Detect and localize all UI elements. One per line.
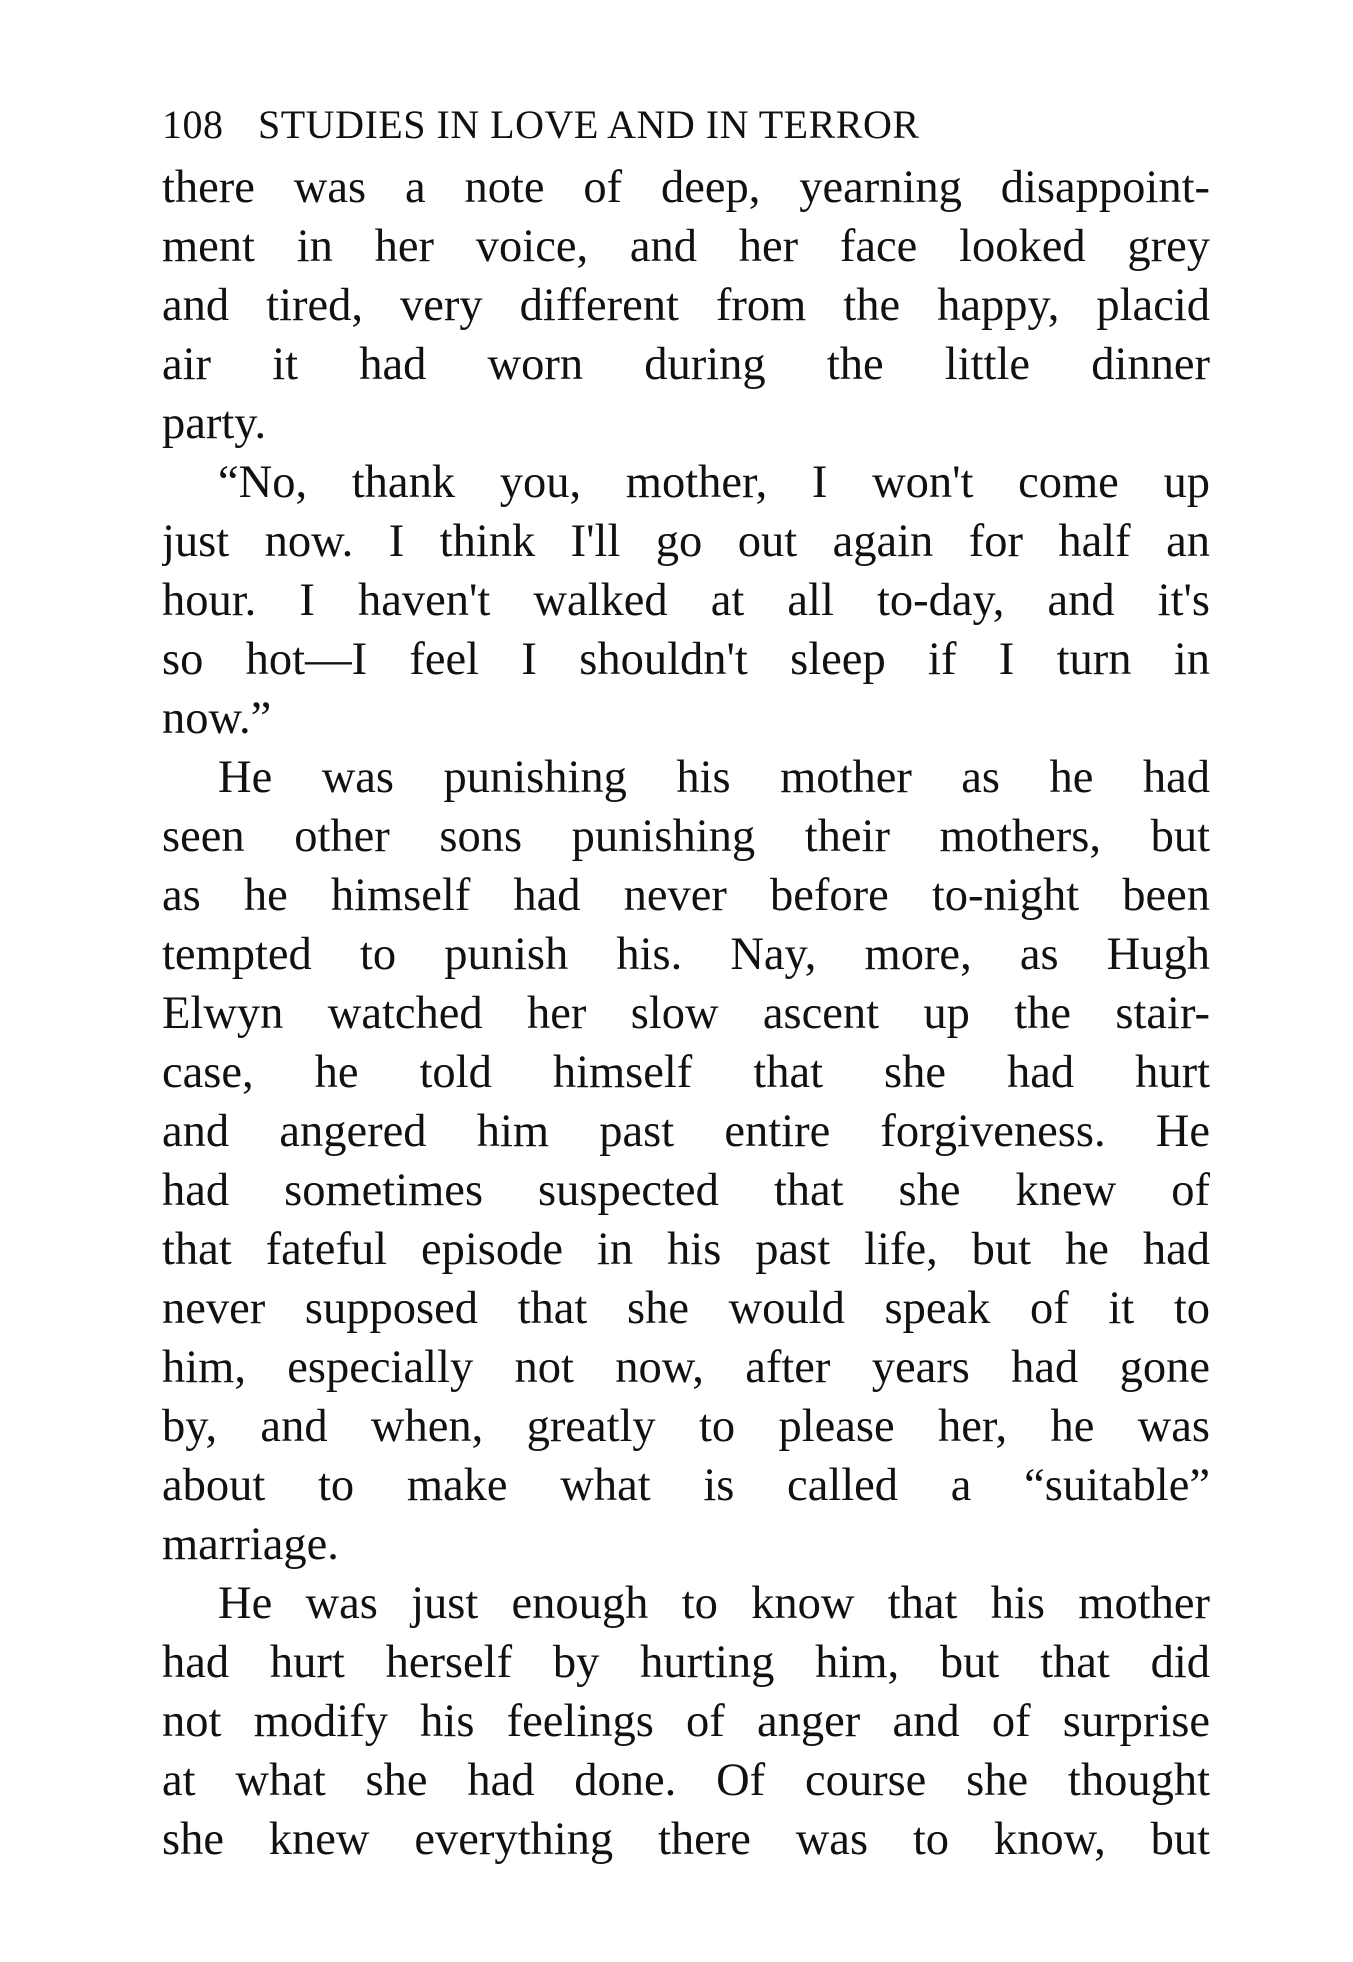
text-line: tempted to punish his. Nay, more, as Hugh (162, 929, 1210, 980)
paragraph (162, 748, 1210, 1574)
text-line: hour. I haven't walked at all to-day, and it's (162, 575, 1210, 626)
text-line: Elwyn watched her slow ascent up the stair- (162, 988, 1210, 1039)
text-block (162, 96, 1210, 1869)
text-line: so hot—I feel I shouldn't sleep if I turn in (162, 634, 1210, 685)
text-line: as he himself had never before to-night been (162, 870, 1210, 921)
text-line: just now. I think I'll go out again for half an (162, 516, 1210, 567)
text-line: about to make what is called a “suitable” (162, 1460, 1210, 1511)
paragraph (162, 1574, 1210, 1869)
text-line: He was punishing his mother as he had (218, 752, 1210, 803)
text-line: now.” (162, 693, 272, 744)
text-line: there was a note of deep, yearning disappoint- (162, 162, 1210, 213)
text-line: and tired, very different from the happy, placid (162, 280, 1210, 331)
text-line: marriage. (162, 1519, 339, 1570)
running-title: STUDIES IN LOVE AND IN TERROR (258, 102, 920, 147)
text-line: by, and when, greatly to please her, he was (162, 1401, 1210, 1452)
text-line: seen other sons punishing their mothers, but (162, 811, 1210, 862)
running-head (162, 96, 1210, 154)
text-line: never supposed that she would speak of it to (162, 1283, 1210, 1334)
text-line: and angered him past entire forgiveness. He (162, 1106, 1210, 1157)
text-line: had sometimes suspected that she knew of (162, 1165, 1210, 1216)
text-line: air it had worn during the little dinner (162, 339, 1210, 390)
text-line: party. (162, 398, 267, 449)
paragraph (162, 158, 1210, 453)
text-line: that fateful episode in his past life, but he had (162, 1224, 1210, 1275)
text-line: “No, thank you, mother, I won't come up (218, 457, 1210, 508)
text-line: case, he told himself that she had hurt (162, 1047, 1210, 1098)
text-line: had hurt herself by hurting him, but that did (162, 1637, 1210, 1688)
text-line: she knew everything there was to know, but (162, 1814, 1210, 1865)
text-line: at what she had done. Of course she thought (162, 1755, 1210, 1806)
text-line: not modify his feelings of anger and of surprise (162, 1696, 1210, 1747)
text-line: ment in her voice, and her face looked grey (162, 221, 1210, 272)
paragraph (162, 453, 1210, 748)
text-line: He was just enough to know that his mother (218, 1578, 1210, 1629)
page-number: 108 (162, 102, 224, 147)
text-line: him, especially not now, after years had gone (162, 1342, 1210, 1393)
